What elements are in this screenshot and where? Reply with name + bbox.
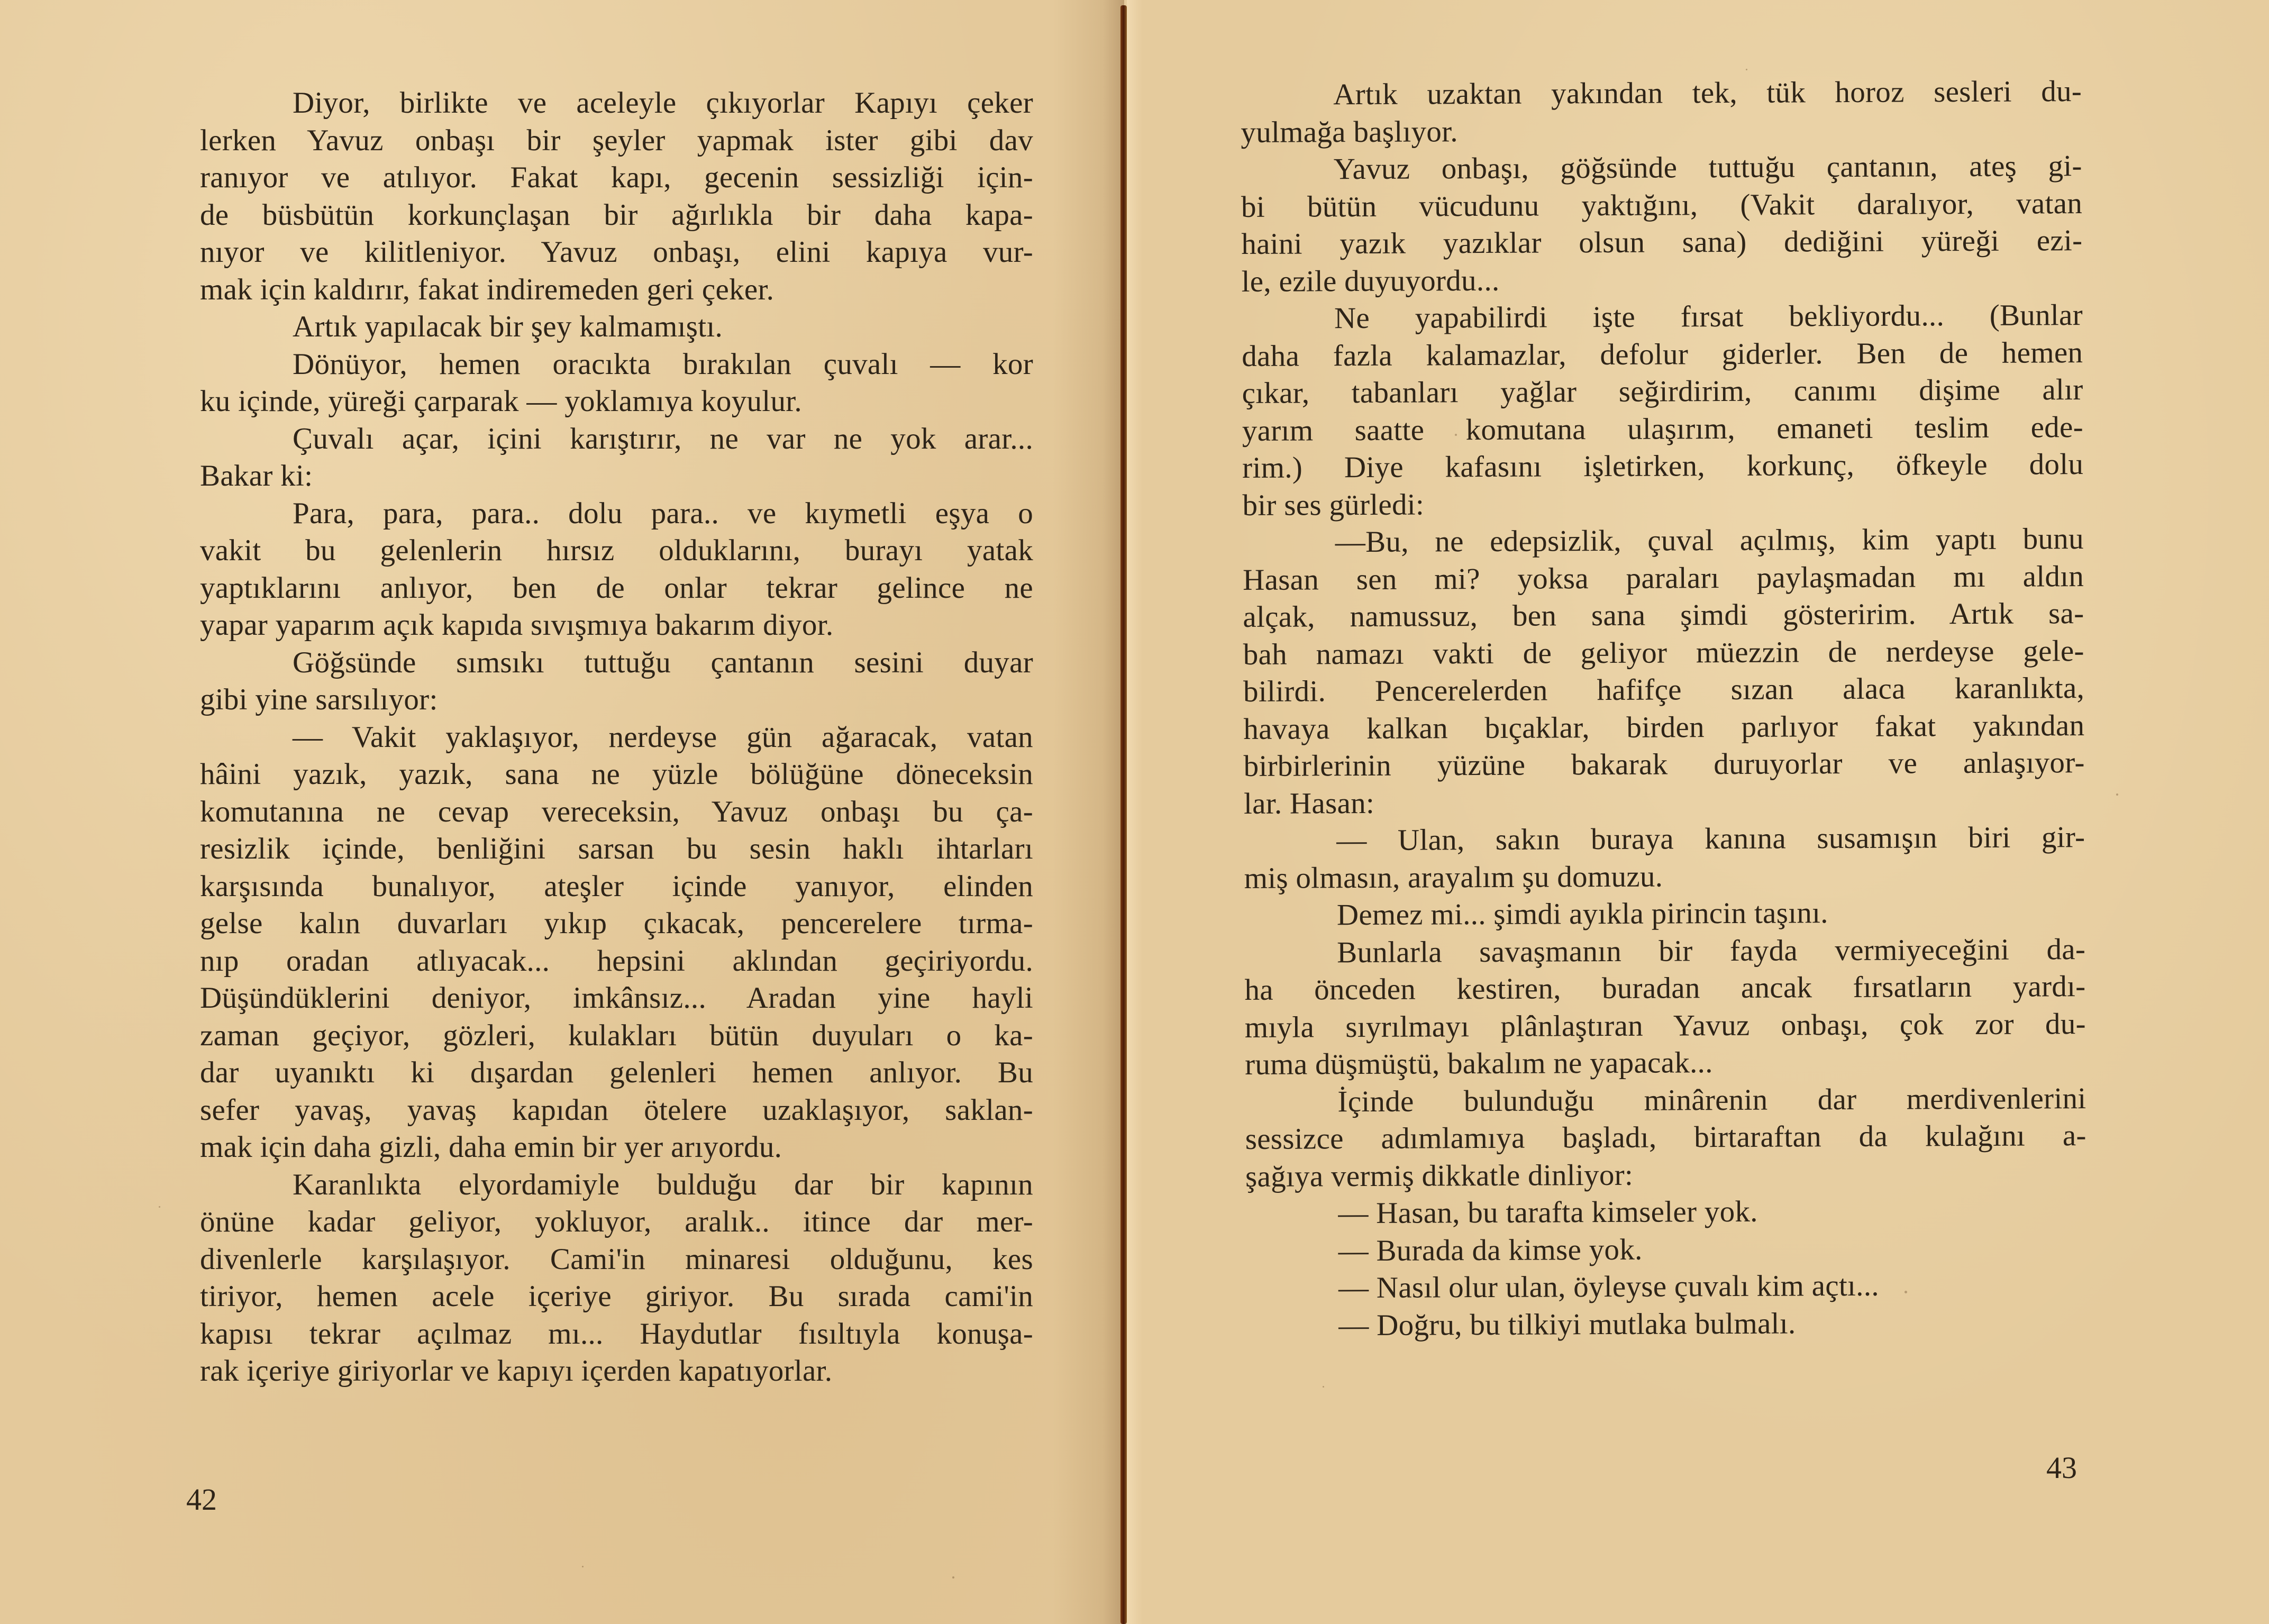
text-line: Düşündüklerini deniyor, imkânsız... Aradan yine hayli	[200, 981, 1033, 1015]
text-line: mak için kaldırır, fakat indiremeden geri çeker.	[200, 272, 774, 306]
text-line: sessizce adımlamıya başladı, birtaraftan da kulağını a-	[1245, 1119, 2086, 1156]
text-line: — Hasan, bu tarafta kimseler yok.	[1338, 1194, 1758, 1230]
text-line: karşısında bunalıyor, ateşler içinde yanıyor, elinden	[200, 869, 1033, 903]
page-number-left: 42	[186, 1482, 217, 1517]
text-line: — Burada da kimse yok.	[1338, 1233, 1643, 1267]
text-line: önüne kadar geliyor, yokluyor, aralık.. itince dar mer-	[200, 1205, 1033, 1238]
text-line: ruma düşmüştü, bakalım ne yapacak...	[1245, 1046, 1713, 1081]
text-line: Artık yapılacak bir şey kalmamıştı.	[293, 310, 723, 343]
text-line: gibi yine sarsılıyor:	[200, 683, 438, 716]
text-line: yulmağa başlıyor.	[1241, 114, 1458, 149]
text-line: bi bütün vücudunu yaktığını, (Vakit daralıyor, vatan	[1241, 186, 2083, 224]
paper-speck	[952, 1576, 954, 1579]
text-line: haini yazık yazıklar olsun sana) dediğini yüreği ezi-	[1241, 224, 2083, 261]
text-line: Dönüyor, hemen oracıkta bırakılan çuvalı — kor	[293, 347, 1033, 381]
text-line: lar. Hasan:	[1243, 786, 1375, 820]
text-line: Hasan sen mi? yoksa paraları paylaşmadan mı aldın	[1243, 559, 2084, 597]
text-line: le, ezile duyuyordu...	[1241, 263, 1500, 298]
book-spine	[1120, 5, 1127, 1624]
text-line: —Bu, ne edepsizlik, çuval açılmış, kim yaptı bunu	[1335, 522, 2084, 559]
text-line: kapısı tekrar açılmaz mı... Haydutlar fısıltıyla konuşa-	[200, 1317, 1033, 1351]
text-line: Çuvalı açar, içini karıştırır, ne var ne yok arar...	[293, 422, 1033, 455]
left-page-text	[200, 85, 1033, 1390]
paper-speck	[1455, 434, 1457, 436]
text-line: Artık uzaktan yakından tek, tük horoz sesleri du-	[1333, 75, 2082, 112]
paper-speck	[455, 624, 458, 627]
text-line: — Ulan, sakın buraya kanına susamışın biri gir-	[1336, 820, 2085, 857]
text-line: lerken Yavuz onbaşı bir şeyler yapmak ister gibi dav	[200, 123, 1033, 157]
text-line: Ne yapabilirdi işte fırsat bekliyordu... (Bunlar	[1334, 298, 2083, 335]
text-line: miş olmasın, arayalım şu domuzu.	[1244, 860, 1663, 895]
text-line: Karanlıkta elyordamiyle bulduğu dar bir kapının	[293, 1167, 1033, 1201]
text-line: İçinde bulunduğu minârenin dar merdivenlerini	[1337, 1081, 2086, 1118]
text-line: — Vakit yaklaşıyor, nerdeyse gün ağaracak, vatan	[293, 720, 1033, 754]
paper-speck	[582, 1566, 584, 1567]
text-line: yarım saatte komutana ulaşırım, emaneti teslim ede-	[1242, 410, 2084, 448]
text-line: yapar yaparım açık kapıda sıvışmıya bakarım diyor.	[200, 608, 834, 642]
text-line: dar uyanıktı ki dışardan gelenleri hemen anlıyor. Bu	[200, 1056, 1033, 1089]
text-line: sefer yavaş, yavaş kapıdan ötelere uzaklaşıyor, saklan-	[200, 1093, 1033, 1127]
text-line: — Doğru, bu tilkiyi mutlaka bulmalı.	[1338, 1306, 1796, 1342]
text-line: tiriyor, hemen acele içeriye giriyor. Bu sırada cami'in	[200, 1280, 1033, 1313]
right-page-text	[1241, 73, 2087, 1345]
paper-speck	[1746, 69, 1747, 70]
text-line: daha fazla kalamazlar, defolur giderler. Ben de hemen	[1242, 335, 2083, 373]
gutter-shadow	[1053, 0, 1124, 1624]
text-line: Diyor, birlikte ve aceleyle çıkıyorlar Kapıyı çeker	[293, 86, 1033, 120]
paper-speck	[1904, 1291, 1907, 1293]
text-line: Para, para, para.. dolu para.. ve kıymetli eşya o	[293, 496, 1033, 530]
text-line: Yavuz onbaşı, göğsünde tuttuğu çantanın, ateş gi-	[1333, 149, 2082, 186]
text-line: divenlerle karşılaşıyor. Cami'in minaresi olduğunu, kes	[200, 1242, 1033, 1276]
paper-speck	[159, 1206, 160, 1208]
text-line: ha önceden kestiren, buradan ancak fırsatların yardı-	[1244, 970, 2086, 1007]
text-line: hâini yazık, yazık, sana ne yüzle bölüğüne döneceksin	[200, 758, 1033, 791]
text-line: alçak, namussuz, ben sana şimdi gösteririm. Artık sa-	[1243, 597, 2084, 634]
paper-speck	[1323, 1386, 1324, 1388]
text-line: resizlik içinde, benliğini sarsan bu sesin haklı ihtarları	[200, 832, 1033, 865]
text-line: komutanına ne cevap vereceksin, Yavuz onbaşı bu ça-	[200, 795, 1033, 828]
text-line: rak içeriye giriyorlar ve kapıyı içerden kapatıyorlar.	[200, 1354, 833, 1388]
text-line: — Nasıl olur ulan, öyleyse çuvalı kim açtı...	[1338, 1269, 1879, 1305]
text-line: ku içinde, yüreği çarparak — yoklamıya koyulur.	[200, 385, 802, 418]
text-line: Bakar ki:	[200, 459, 313, 492]
text-line: çıkar, tabanları yağlar seğirdirim, canımı dişime alır	[1242, 373, 2083, 410]
text-line: birbirlerinin yüzüne bakarak duruyorlar ve anlaşıyor-	[1243, 746, 2085, 783]
spine-fold-highlight	[1127, 0, 1143, 1624]
text-line: de büsbütün korkunçlaşan bir ağırlıkla bir daha kapa-	[200, 198, 1033, 232]
text-line: ranıyor ve atılıyor. Fakat kapı, gecenin sessizliği için-	[200, 161, 1033, 194]
text-line: bilirdi. Pencerelerden hafifçe sızan alaca karanlıkta,	[1243, 671, 2085, 708]
text-line: zaman geçiyor, gözleri, kulakları bütün duyuları o ka-	[200, 1018, 1033, 1052]
text-line: nıp oradan atlıyacak... hepsini aklından geçiriyordu.	[200, 944, 1033, 978]
text-line: vakit bu gelenlerin hırsız olduklarını, burayı yatak	[200, 534, 1033, 567]
text-line: havaya kalkan bıçaklar, birden parlıyor fakat yakından	[1243, 708, 2085, 746]
page-number-right: 43	[2046, 1450, 2077, 1485]
text-line: Demez mi... şimdi ayıkla pirincin taşını.	[1336, 896, 1828, 932]
text-line: şağıya vermiş dikkatle dinliyor:	[1245, 1158, 1634, 1193]
text-line: rim.) Diye kafasını işletirken, korkunç, öfkeyle dolu	[1242, 448, 2084, 485]
text-line: nıyor ve kilitleniyor. Yavuz onbaşı, elini kapıya vur-	[200, 235, 1033, 269]
text-line: Göğsünde sımsıkı tuttuğu çantanın sesini duyar	[293, 645, 1033, 679]
text-line: gelse kalın duvarları yıkıp çıkacak, pencerelere tırma-	[200, 907, 1033, 940]
text-line: yaptıklarını anlıyor, ben de onlar tekrar gelince ne	[200, 571, 1033, 605]
text-line: bir ses gürledi:	[1242, 487, 1425, 522]
text-line: mıyla sıyrılmayı plânlaştıran Yavuz onbaşı, çok zor du-	[1244, 1007, 2086, 1044]
paper-speck	[794, 899, 796, 901]
text-line: mak için daha gizli, daha emin bir yer arıyordu.	[200, 1130, 782, 1164]
text-line: Bunlarla savaşmanın bir fayda vermiyeceğini da-	[1337, 932, 2086, 969]
paper-speck	[2116, 793, 2118, 796]
text-line: bah namazı vakti de geliyor müezzin de nerdeyse gele-	[1243, 634, 2084, 671]
